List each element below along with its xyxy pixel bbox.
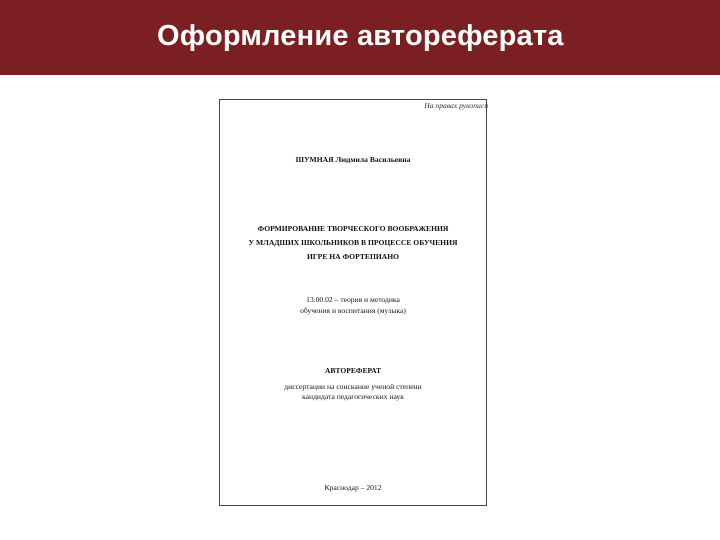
specialty-line: обучения и воспитания (музыка) (300, 306, 406, 315)
title-bar (0, 0, 720, 75)
topic-line: ИГРЕ НА ФОРТЕПИАНО (306, 252, 400, 261)
place-year: Краснодар – 2012 (324, 483, 382, 492)
specialty-line: 13.00.02 – теория и методика (306, 295, 400, 304)
document-page (219, 99, 487, 506)
degree-line: диссертации на соискание ученой степени (284, 382, 422, 391)
topic-line: У МЛАДШИХ ШКОЛЬНИКОВ В ПРОЦЕССЕ ОБУЧЕНИЯ (248, 238, 458, 247)
topic-line: ФОРМИРОВАНИЕ ТВОРЧЕСКОГО ВООБРАЖЕНИЯ (257, 224, 449, 233)
slide-title: Оформление автореферата (157, 20, 564, 52)
document-type: АВТОРЕФЕРАТ (324, 366, 382, 375)
author-name: ШУМНАЯ Людмила Васильевна (295, 155, 411, 164)
degree-line: кандидата педагогических наук (302, 392, 404, 401)
manuscript-note: На правах рукописи (424, 101, 488, 110)
